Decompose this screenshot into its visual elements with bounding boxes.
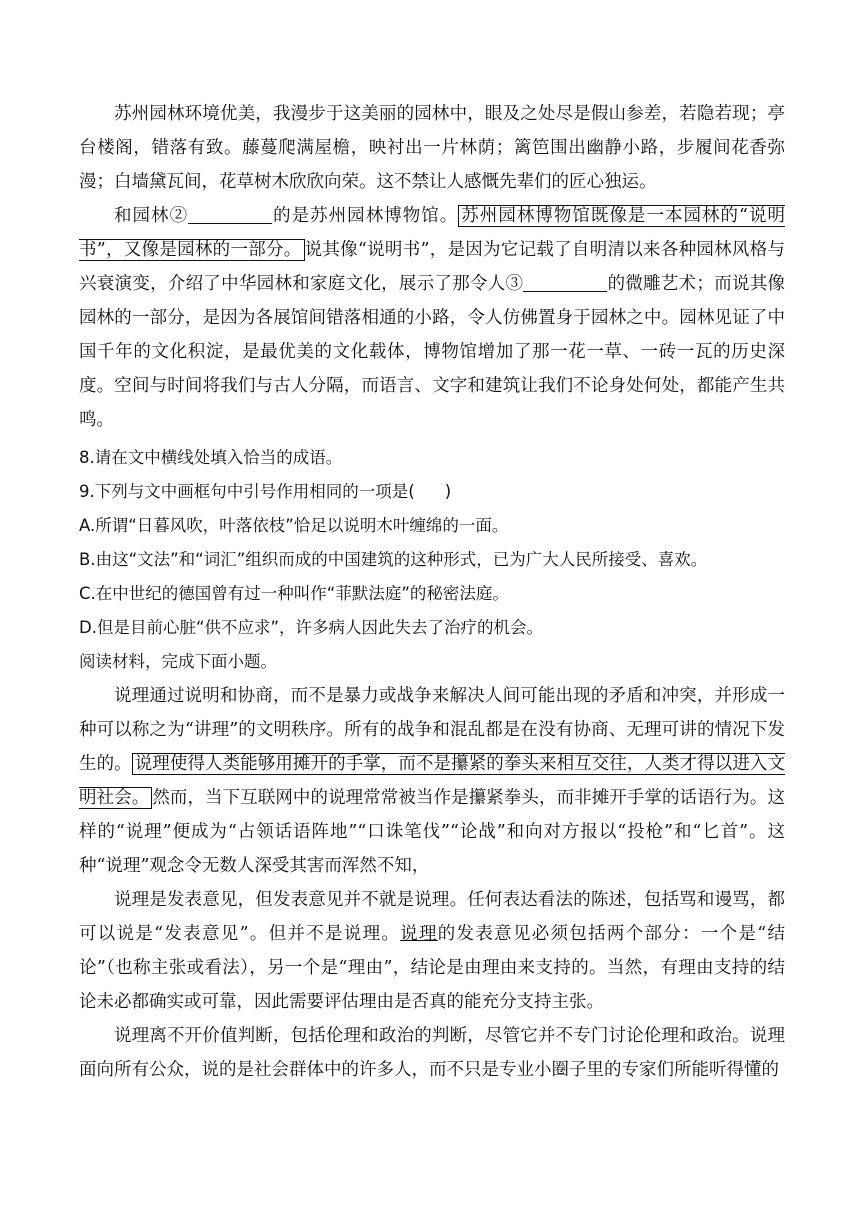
text-segment: 说理通过说明和协商，而不是暴力或战争来解决人间可能出现的矛盾和冲突，并形成一种可以称之为“讲理”的文明秩序。所有的战争和混乱都是在没有协商、无理可讲的情况下发生的。 <box>79 686 785 774</box>
paragraph-garden-museum <box>79 199 785 437</box>
text-segment: 说理是发表意见，但发表意见并不就是说理。任何表达看法的陈述，包括骂和谩骂，都可以说是“发表意见”。但并不是说理。 <box>79 890 785 944</box>
question-9 <box>79 475 799 509</box>
text-segment: 然而，当下互联网中的说理常常被当作是攥紧拳头，而非摊开手掌的话语行为。这样的“说理”便成为“占领话语阵地”“口诛笔伐”“论战”和向对方报以“投枪”和“匕首”。这种“说理”观念令无数人深受其害而浑然不知， <box>79 788 786 876</box>
paragraph-reasoning-1 <box>79 679 785 883</box>
text-segment: 的微雕艺术；而说其像园林的一部分，是因为各展馆间错落相通的小路，令人仿佛置身于园林之中。园林见证了中国千年的文化积淀，是最优美的文化载体，博物馆增加了那一花一草、一砖一瓦的历史深度。空间与时间将我们与古人分隔，而语言、文字和建筑让我们不论身处何处，都能产生共鸣。 <box>79 274 786 430</box>
text-segment: 说其像“说明书”，是因为它记载了自明清以来各种园林风格与兴衰演变，介绍了中华园林和家庭文化，展示了那令人 <box>79 240 785 294</box>
option-d: D.但是目前心脏“供不应求”，许多病人因此失去了治疗的机会。 <box>79 618 544 637</box>
boxed-sentence: 说理使得人类能够用摊开的手掌，而不是攥紧的拳头来相互交往，人类才得以进入文明社会。 <box>79 754 786 808</box>
fill-blank-line <box>188 206 272 225</box>
blank-marker-2: ② <box>169 206 189 226</box>
option-c: C.在中世纪的德国曾有过一种叫作“菲默法庭”的秘密法庭。 <box>79 584 509 603</box>
text-segment: 的发表意见必须包括两个部分：一个是“结论”（也称主张或看法），另一个是“理由”，结论是由理由来支持的。当然，有理由支持的结论未必都确实或可靠，因此需要评估理由是否真的能充分支持主张。 <box>79 924 785 1012</box>
fill-blank-line <box>523 274 607 293</box>
underlined-word: 说理 <box>400 924 438 944</box>
option-a: A.所谓“日暮风吹，叶落依枝”恰足以说明木叶缠绵的一面。 <box>79 516 509 535</box>
question-9-close: ) <box>444 482 452 501</box>
paragraph-garden-description: 苏州园林环境优美，我漫步于这美丽的园林中，眼及之处尽是假山参差，若隐若现；亭台楼阁，错落有致。藤蔓爬满屋檐，映衬出一片林荫；篱笆围出幽静小路，步履间花香弥漫；白墙黛瓦间，花草树木欣欣向荣。这不禁让人感慨先辈们的匠心独运。 <box>79 104 785 192</box>
boxed-sentence: 苏州园林博物馆既像是一本园林的“说明书”，又像是园林的一部分。 <box>79 206 786 260</box>
reading-instruction: 阅读材料，完成下面小题。 <box>79 652 277 671</box>
text-segment: 和园林 <box>114 206 170 226</box>
blank-marker-3: ③ <box>505 274 524 294</box>
question-8: 8.请在文中横线处填入恰当的成语。 <box>79 448 343 467</box>
text-segment: 的是苏州园林博物馆。 <box>272 206 459 226</box>
paragraph-reasoning-3: 说理离不开价值判断，包括伦理和政治的判断，尽管它并不专门讨论伦理和政治。说理面向所有公众，说的是社会群体中的许多人，而不只是专业小圈子里的专家们所能听得懂的 <box>79 1026 785 1080</box>
option-b: B.由这“文法”和“词汇”组织而成的中国建筑的这种形式，已为广大人民所接受、喜欢。 <box>79 550 708 569</box>
question-9-stem: 9.下列与文中画框句中引号作用相同的一项是( <box>79 482 415 501</box>
paragraph-reasoning-2 <box>79 883 785 1019</box>
